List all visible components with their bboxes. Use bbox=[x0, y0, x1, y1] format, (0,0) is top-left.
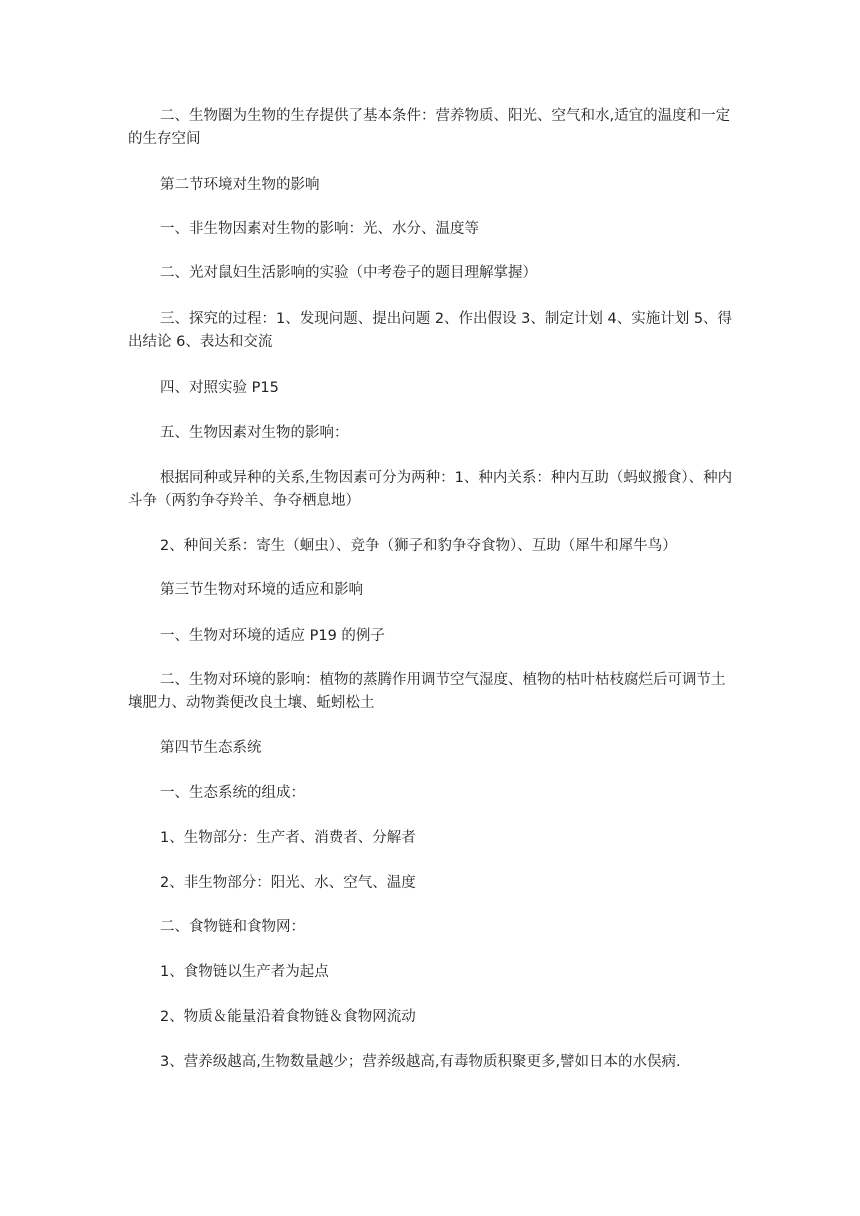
list-item-biotic-part: 1、生物部分：生产者、消费者、分解者 bbox=[160, 830, 416, 846]
paragraph-biosphere-conditions: 二、生物圈为生物的生存提供了基本条件：营养物质、阳光、空气和水,适宜的温度和一定的生存空间 bbox=[128, 108, 731, 147]
paragraph-interspecific: 2、种间关系：寄生（蛔虫）、竞争（狮子和豹争夺食物）、互助（犀牛和犀牛鸟） bbox=[160, 538, 677, 554]
paragraph-woodlouse-experiment: 二、光对鼠妇生活影响的实验（中考卷子的题目理解掌握） bbox=[160, 265, 537, 281]
paragraph-inquiry-process: 三、探究的过程：1、发现问题、提出问题 2、作出假设 3、制定计划 4、实施计划 5、得出结论 6、表达和交流 bbox=[128, 311, 733, 350]
list-item-trophic-levels: 3、营养级越高,生物数量越少；营养级越高,有毒物质积聚更多,譬如日本的水俣病. bbox=[160, 1054, 681, 1070]
paragraph-ecosystem-composition: 一、生态系统的组成： bbox=[160, 785, 305, 801]
paragraph-food-chain-web: 二、食物链和食物网： bbox=[160, 919, 305, 935]
section-heading-2: 第二节环境对生物的影响 bbox=[160, 177, 320, 193]
paragraph-intraspecific: 根据同种或异种的关系,生物因素可分为两种：1、种内关系：种内互助（蚂蚁搬食）、种内斗争（两豹争夺羚羊、争夺栖息地） bbox=[128, 470, 733, 509]
paragraph-adaptation: 一、生物对环境的适应 P19 的例子 bbox=[160, 628, 385, 644]
list-item-food-chain-start: 1、食物链以生产者为起点 bbox=[160, 964, 329, 980]
section-heading-3: 第三节生物对环境的适应和影响 bbox=[160, 582, 363, 598]
list-item-matter-energy-flow: 2、物质＆能量沿着食物链＆食物网流动 bbox=[160, 1009, 416, 1025]
paragraph-abiotic-factors: 一、非生物因素对生物的影响：光、水分、温度等 bbox=[160, 221, 479, 237]
section-heading-4: 第四节生态系统 bbox=[160, 740, 262, 756]
paragraph-impact-on-environment: 二、生物对环境的影响：植物的蒸腾作用调节空气湿度、植物的枯叶枯枝腐烂后可调节土壤肥力、动物粪便改良土壤、蚯蚓松土 bbox=[128, 672, 726, 711]
paragraph-control-experiment: 四、对照实验 P15 bbox=[160, 380, 279, 396]
paragraph-biotic-factors: 五、生物因素对生物的影响： bbox=[160, 425, 349, 441]
list-item-abiotic-part: 2、非生物部分：阳光、水、空气、温度 bbox=[160, 875, 416, 891]
